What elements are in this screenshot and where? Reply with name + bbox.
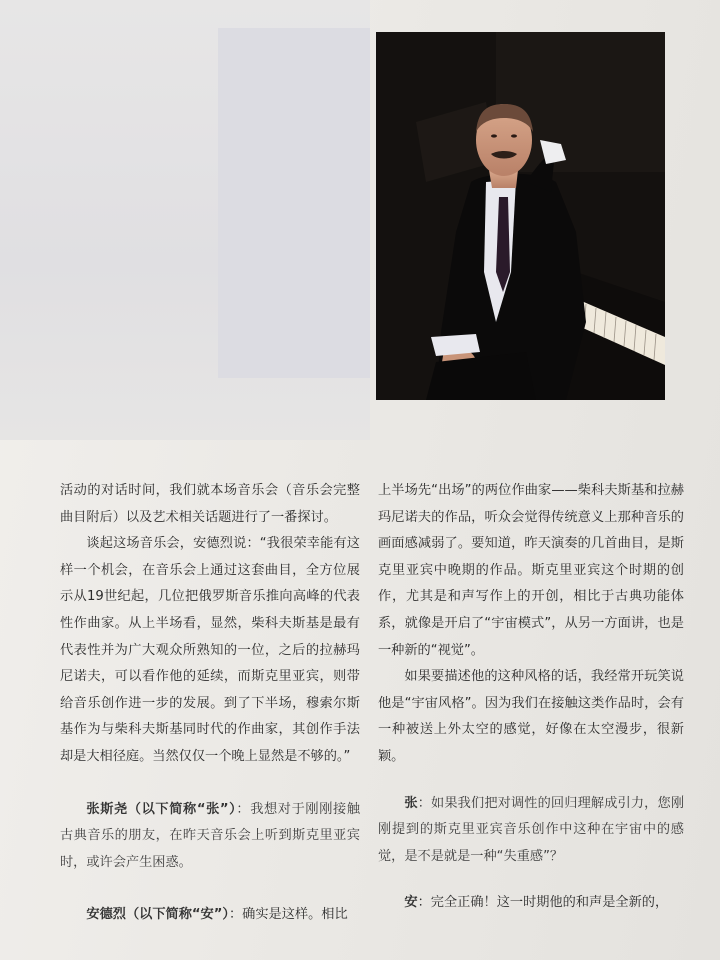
faded-background-area <box>0 0 370 440</box>
right-text-column <box>378 478 684 917</box>
pianist-photo <box>376 32 665 400</box>
spacer <box>60 876 360 902</box>
speaker-an-label: 安德烈（以下简称“安”） <box>86 907 229 923</box>
answer-paragraph-an <box>378 890 684 917</box>
speaker-an-text: ：完全正确！这一时期他的和声是全新的， <box>417 895 669 911</box>
quote-paragraph: 谈起这场音乐会，安德烈说：“我很荣幸能有这样一个机会，在音乐会上通过这套曲目，全方位展示从19世纪起，几位把俄罗斯音乐推向高峰的代表性作曲家。从上半场看，显然，柴科夫斯基是最有代表性并为广大观众所熟知的一位，之后的拉赫玛尼诺夫，可以看作他的延续，而斯克里亚宾，则带给音乐创作进一步的发展。到了下半场，穆索尔斯基作为与柴科夫斯基同时代的作曲家，其创作手法却是大相径庭。当然仅仅一个晚上显然是不够的。” <box>60 536 360 764</box>
style-paragraph: 如果要描述他的这种风格的话，我经常开玩笑说他是“宇宙风格”。因为我们在接触这类作品时，会有一种被送上外太空的感觉，好像在太空漫步，很新颖。 <box>378 669 684 764</box>
left-text-column <box>60 478 360 929</box>
pianist-illustration <box>376 32 665 400</box>
speaker-an-text: ：确实是这样。相比 <box>229 907 348 923</box>
spacer <box>60 771 360 797</box>
continuation-paragraph: 上半场先“出场”的两位作曲家——柴科夫斯基和拉赫玛尼诺夫的作品，听众会觉得传统意义上那种音乐的画面感减弱了。要知道，昨天演奏的几首曲目，是斯克里亚宾中晚期的作品。斯克里亚宾这个时期的创作，尤其是和声写作上的开创，相比于古典功能体系，就像是开启了“宇宙模式”，从另一方面讲，也是一种新的“视觉”。 <box>378 483 684 658</box>
speaker-zhang-label: 张斯尧（以下简称“张”） <box>86 801 237 817</box>
spacer <box>378 771 684 791</box>
intro-paragraph: 活动的对话时间，我们就本场音乐会（音乐会完整曲目附后）以及艺术相关话题进行了一番探讨。 <box>60 483 360 525</box>
speaker-zhang-text: ：我想对于刚刚接触古典音乐的朋友，在昨天音乐会上听到斯克里亚宾时，或许会产生困惑。 <box>60 801 361 870</box>
speaker-zhang-text: ：如果我们把对调性的回归理解成引力，您刚刚提到的斯克里亚宾音乐创作中这种在宇宙中的感觉，是不是就是一种“失重感”？ <box>378 795 685 864</box>
spacer <box>378 870 684 890</box>
answer-paragraph-an <box>60 902 360 929</box>
speaker-zhang-label: 张 <box>404 795 418 811</box>
question-paragraph-zhang <box>60 797 360 877</box>
speaker-an-label: 安 <box>404 895 418 911</box>
question-paragraph-zhang <box>378 791 684 871</box>
faded-panel <box>218 28 370 378</box>
